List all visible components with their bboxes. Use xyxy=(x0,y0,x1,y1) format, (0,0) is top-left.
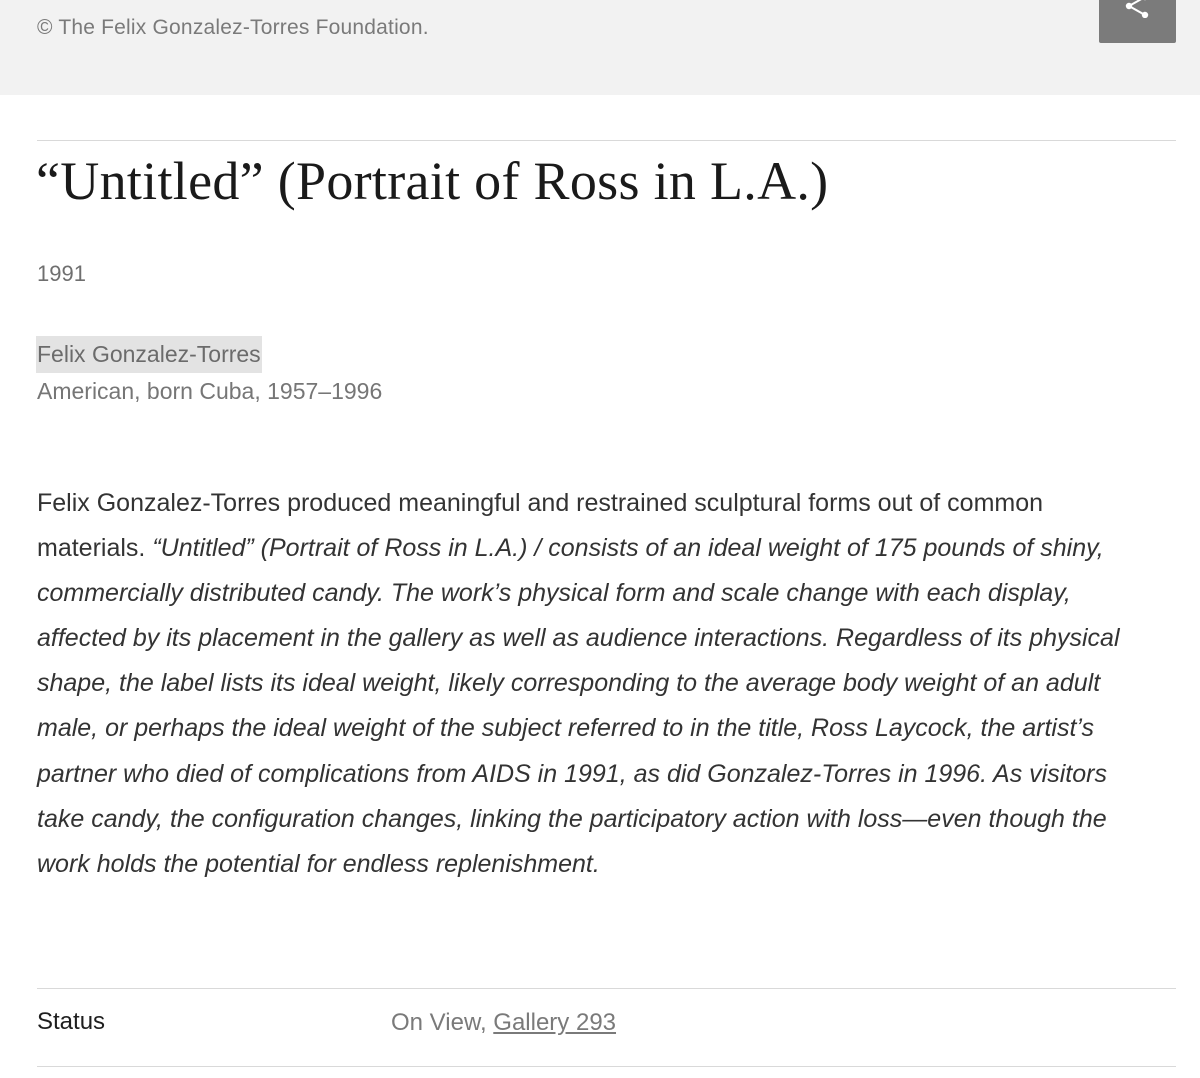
artwork-date: 1991 xyxy=(37,261,86,286)
description-intro: Felix Gonzalez-Torres produced meaningful and restrained sculptural forms out of common materials. xyxy=(37,489,1044,563)
artwork-title: “Untitled” (Portrait of Ross in L.A.) xyxy=(36,151,829,211)
title-divider xyxy=(37,140,1176,141)
status-on-view: On View, xyxy=(391,1009,494,1036)
description-body: “Untitled” (Portrait of Ross in L.A.) / consists of an ideal weight of 175 pounds of shiny, commercially distributed candy. The work’s physical form and scale change with each display, affected by its placement in the gallery as well as audience interactions. Regardless of its physical shape, the label lists its ideal weight, likely corresponding to the average body weight of an adult male, or perhaps the ideal weight of the subject referred to in the title, Ross Laycock, the artist’s partner who died of complications from AIDS in 1991, as did Gonzalez-Torres in 1996. As visitors take candy, the configuration changes, linking the participatory action with loss—even though the work holds the potential for endless replenishment. xyxy=(37,534,1120,878)
share-button[interactable] xyxy=(1099,0,1176,43)
artist-bio: American, born Cuba, 1957–1996 xyxy=(37,378,383,404)
status-value xyxy=(391,1009,616,1037)
image-caption-bar xyxy=(0,0,1200,95)
status-divider-top xyxy=(37,988,1176,989)
artwork-description xyxy=(37,481,1147,887)
artist-name-link[interactable]: Felix Gonzalez-Torres xyxy=(36,336,262,373)
image-credit: © The Felix Gonzalez-Torres Foundation. xyxy=(37,16,429,39)
gallery-link[interactable]: Gallery 293 xyxy=(493,1009,617,1036)
share-icon xyxy=(1124,0,1152,18)
status-label: Status xyxy=(37,1008,106,1035)
status-divider-bottom xyxy=(37,1066,1176,1067)
